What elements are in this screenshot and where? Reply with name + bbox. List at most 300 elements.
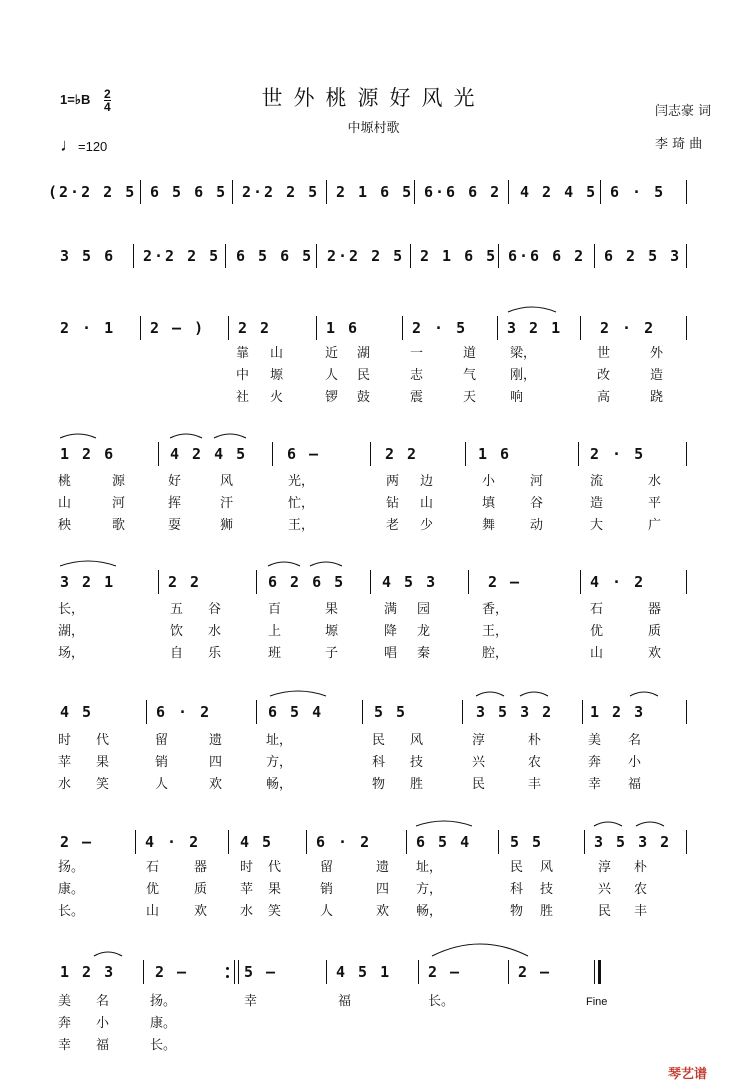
lyric-char: 科 xyxy=(510,882,524,897)
lyric-char: 扬。 xyxy=(150,994,177,1009)
lyric-char: 笑 xyxy=(96,777,110,792)
lyric-char: 志 xyxy=(410,368,424,383)
measure: 1 2 6 xyxy=(60,445,116,463)
lyrics-verse-1 xyxy=(0,731,747,751)
slur xyxy=(476,692,504,696)
lyric-char: 美 xyxy=(588,733,602,748)
lyric-char: 销 xyxy=(320,882,334,897)
measure: 1 6 xyxy=(478,445,512,463)
lyric-char: 降 xyxy=(384,624,398,639)
measure: 3 2 1 xyxy=(60,573,116,591)
lyric-char: 石 xyxy=(146,860,160,875)
measure: 6 2 6 5 xyxy=(268,573,346,591)
slur xyxy=(636,822,664,826)
measure: 4 2 4 5 xyxy=(170,445,248,463)
repeat-sign xyxy=(226,960,235,984)
measure: 6 · 2 xyxy=(156,703,212,721)
barline xyxy=(228,830,229,854)
lyric-char: 留 xyxy=(320,860,334,875)
lyric-char: 王， xyxy=(288,518,315,533)
lyric-char: 畅， xyxy=(266,777,293,792)
final-barline xyxy=(594,960,601,984)
lyric-char: 刚， xyxy=(510,368,537,383)
measure: 4 5 1 xyxy=(336,963,392,981)
measure: 2 2 xyxy=(238,319,272,337)
measure: (2·2 2 5 xyxy=(48,183,137,201)
measure: 5 5 xyxy=(510,833,544,851)
lyrics-verse-1 xyxy=(0,992,747,1012)
barline xyxy=(362,700,363,724)
barline xyxy=(326,180,327,204)
lyric-char: 方， xyxy=(416,882,443,897)
lyric-char: 物 xyxy=(510,904,524,919)
lyric-char: 歌 xyxy=(112,518,126,533)
measure: 6·6 6 2 xyxy=(424,183,502,201)
lyric-char: 子 xyxy=(325,646,339,661)
lyric-char: 唱 xyxy=(384,646,398,661)
slur xyxy=(520,692,548,696)
lyric-char: 果 xyxy=(325,602,339,617)
lyric-char: 长， xyxy=(58,602,85,617)
lyric-char: 民 xyxy=(357,368,371,383)
barline xyxy=(686,244,687,268)
lyric-char: 遗 xyxy=(209,733,223,748)
fine-marking: Fine xyxy=(586,996,608,1008)
lyric-char: 少 xyxy=(420,518,434,533)
barline xyxy=(498,244,499,268)
lyric-char: 山 xyxy=(270,346,284,361)
lyric-char: 谷 xyxy=(530,496,544,511)
lyric-char: 风 xyxy=(540,860,554,875)
measure: 6 5 6 5 xyxy=(150,183,228,201)
lyric-char: 忙， xyxy=(288,496,315,511)
lyric-char: 农 xyxy=(528,755,542,770)
barline xyxy=(158,442,159,466)
lyric-char: 留 xyxy=(155,733,169,748)
barline xyxy=(594,244,595,268)
lyric-char: 桃 xyxy=(58,474,72,489)
lyric-char: 百 xyxy=(268,602,282,617)
lyric-char: 长。 xyxy=(428,994,455,1009)
barline xyxy=(465,442,466,466)
lyric-char: 长。 xyxy=(150,1038,177,1053)
lyric-char: 中 xyxy=(236,368,250,383)
lyric-char: 幸 xyxy=(244,994,258,1009)
lyric-char: 民 xyxy=(510,860,524,875)
lyric-char: 山 xyxy=(420,496,434,511)
lyric-char: 人 xyxy=(155,777,169,792)
barline xyxy=(686,180,687,204)
lyric-char: 奔 xyxy=(588,755,602,770)
barline xyxy=(228,316,229,340)
lyric-char: 胜 xyxy=(540,904,554,919)
measure: 4 2 4 5 xyxy=(520,183,598,201)
lyric-char: 河 xyxy=(112,496,126,511)
lyric-char: 班 xyxy=(268,646,282,661)
lyric-char: 址， xyxy=(266,733,293,748)
barline xyxy=(140,180,141,204)
lyric-char: 名 xyxy=(628,733,642,748)
measure: 6 · 5 xyxy=(610,183,666,201)
lyric-char: 淳 xyxy=(472,733,486,748)
barline xyxy=(272,442,273,466)
barline xyxy=(508,180,509,204)
lyric-char: 福 xyxy=(338,994,352,1009)
lyric-char: 边 xyxy=(420,474,434,489)
measure: 5 5 xyxy=(374,703,408,721)
lyric-char: 造 xyxy=(590,496,604,511)
measure: 6 5 4 xyxy=(268,703,324,721)
lyric-char: 靠 xyxy=(236,346,250,361)
lyric-char: 水 xyxy=(648,474,662,489)
measure: 3 5 6 xyxy=(60,247,116,265)
lyrics-verse-1 xyxy=(0,600,747,620)
lyric-char: 代 xyxy=(96,733,110,748)
lyric-char: 一 xyxy=(410,346,424,361)
lyric-char: 狮 xyxy=(220,518,234,533)
lyric-char: 风 xyxy=(410,733,424,748)
lyric-char: 科 xyxy=(372,755,386,770)
barline xyxy=(414,180,415,204)
measure: 4 · 2 xyxy=(145,833,201,851)
lyric-char: 美 xyxy=(58,994,72,1009)
slur xyxy=(508,307,556,312)
lyric-char: 扬。 xyxy=(58,860,85,875)
lyrics-verse-2 xyxy=(0,880,747,900)
measure: 2 · 5 xyxy=(412,319,468,337)
barline xyxy=(326,960,327,984)
slur xyxy=(432,944,528,956)
lyric-char: 自 xyxy=(170,646,184,661)
barline xyxy=(256,700,257,724)
barline xyxy=(580,316,581,340)
measure: 1 2 3 xyxy=(590,703,646,721)
lyric-char: 石 xyxy=(590,602,604,617)
lyric-char: 销 xyxy=(155,755,169,770)
lyric-char: 技 xyxy=(410,755,424,770)
lyrics-verse-3 xyxy=(0,388,747,408)
barline xyxy=(468,570,469,594)
barline xyxy=(232,180,233,204)
music-line-3 xyxy=(0,314,747,342)
lyric-char: 时 xyxy=(240,860,254,875)
lyric-char: 农 xyxy=(634,882,648,897)
lyric-char: 欢 xyxy=(648,646,662,661)
barline xyxy=(146,700,147,724)
lyric-char: 小 xyxy=(96,1016,110,1031)
lyric-char: 兴 xyxy=(598,882,612,897)
lyric-char: 动 xyxy=(530,518,544,533)
lyric-char: 两 xyxy=(386,474,400,489)
lyric-char: 山 xyxy=(590,646,604,661)
barline xyxy=(580,570,581,594)
lyric-char: 火 xyxy=(270,390,284,405)
barline xyxy=(402,316,403,340)
measure: 2 – xyxy=(60,833,94,851)
barline xyxy=(584,830,585,854)
lyric-char: 水 xyxy=(240,904,254,919)
barline xyxy=(238,960,239,984)
barline xyxy=(256,570,257,594)
lyric-char: 高 xyxy=(597,390,611,405)
time-signature-top: 2 xyxy=(104,87,111,101)
measure: 2 · 2 xyxy=(600,319,656,337)
lyric-char: 名 xyxy=(96,994,110,1009)
lyric-char: 场， xyxy=(58,646,85,661)
lyrics-verse-3 xyxy=(0,775,747,795)
measure: 2 1 6 5 xyxy=(420,247,498,265)
lyric-char: 锣 xyxy=(325,390,339,405)
lyric-char: 世 xyxy=(597,346,611,361)
lyric-char: 质 xyxy=(194,882,208,897)
music-line-5 xyxy=(0,568,747,596)
lyrics-verse-3 xyxy=(0,516,747,536)
measure: 5 – xyxy=(244,963,278,981)
lyric-char: 梁， xyxy=(510,346,537,361)
lyric-char: 饮 xyxy=(170,624,184,639)
lyric-char: 填 xyxy=(482,496,496,511)
slur xyxy=(310,562,342,566)
lyric-char: 四 xyxy=(209,755,223,770)
measure: 2 2 xyxy=(168,573,202,591)
measure: 2 – xyxy=(155,963,189,981)
lyric-char: 福 xyxy=(96,1038,110,1053)
measure: 6 5 6 5 xyxy=(236,247,314,265)
measure: 4 5 xyxy=(60,703,94,721)
barline xyxy=(578,442,579,466)
lyric-char: 湖 xyxy=(357,346,371,361)
lyric-char: 胜 xyxy=(410,777,424,792)
lyrics-verse-3 xyxy=(0,902,747,922)
measure: 3 5 3 2 xyxy=(594,833,672,851)
lyric-char: 道 xyxy=(463,346,477,361)
lyrics-verse-3 xyxy=(0,1036,747,1056)
lyric-char: 流 xyxy=(590,474,604,489)
lyrics-verse-1 xyxy=(0,472,747,492)
lyric-char: 秦 xyxy=(417,646,431,661)
measure: 6 2 5 3 xyxy=(604,247,682,265)
lyric-char: 广 xyxy=(648,518,662,533)
lyric-char: 响 xyxy=(510,390,524,405)
lyric-char: 幸 xyxy=(588,777,602,792)
barline xyxy=(686,316,687,340)
barline xyxy=(225,244,226,268)
lyric-char: 近 xyxy=(325,346,339,361)
slur xyxy=(60,561,116,566)
measure: 2 · 1 xyxy=(60,319,116,337)
barline xyxy=(158,570,159,594)
quarter-note-icon: ♩ xyxy=(60,135,78,155)
lyric-char: 乐 xyxy=(208,646,222,661)
lyric-char: 光， xyxy=(288,474,315,489)
lyric-char: 香， xyxy=(482,602,509,617)
measure: 2 – xyxy=(518,963,552,981)
site-logo: 琴艺谱 xyxy=(668,1067,708,1082)
barline xyxy=(508,960,509,984)
measure: 2 – xyxy=(428,963,462,981)
song-title: 世外桃源好风光 xyxy=(261,86,486,110)
lyric-char: 改 xyxy=(597,368,611,383)
measure: 4 5 3 xyxy=(382,573,438,591)
lyric-char: 源 xyxy=(112,474,126,489)
lyric-char: 优 xyxy=(146,882,160,897)
measure: 6 5 4 xyxy=(416,833,472,851)
measure: 2·2 2 5 xyxy=(242,183,320,201)
barline xyxy=(406,830,407,854)
measure: 6·6 6 2 xyxy=(508,247,586,265)
lyric-char: 跷 xyxy=(650,390,664,405)
music-line-7 xyxy=(0,828,747,856)
barline xyxy=(370,570,371,594)
lyric-char: 挥 xyxy=(168,496,182,511)
lyric-char: 人 xyxy=(325,368,339,383)
lyrics-verse-2 xyxy=(0,753,747,773)
music-line-4 xyxy=(0,440,747,468)
barline xyxy=(316,244,317,268)
measure: 2·2 2 5 xyxy=(327,247,405,265)
lyric-char: 果 xyxy=(268,882,282,897)
music-line-2 xyxy=(0,242,747,270)
slur xyxy=(94,952,122,956)
lyric-char: 幸 xyxy=(58,1038,72,1053)
lyric-char: 笑 xyxy=(268,904,282,919)
lyric-char: 气 xyxy=(463,368,477,383)
measure: 1 6 xyxy=(326,319,360,337)
lyrics-verse-2 xyxy=(0,1014,747,1034)
lyric-char: 优 xyxy=(590,624,604,639)
lyric-char: 湖， xyxy=(58,624,85,639)
measure: 6 · 2 xyxy=(316,833,372,851)
music-line-6 xyxy=(0,698,747,726)
slur xyxy=(416,821,472,826)
lyric-char: 秧 xyxy=(58,518,72,533)
lyric-char: 造 xyxy=(650,368,664,383)
lyrics-verse-1 xyxy=(0,344,747,364)
lyric-char: 朴 xyxy=(634,860,648,875)
measure: 1 2 3 xyxy=(60,963,116,981)
lyric-char: 园 xyxy=(417,602,431,617)
lyric-char: 址， xyxy=(416,860,443,875)
barline xyxy=(133,244,134,268)
measure: 2 · 5 xyxy=(590,445,646,463)
slur xyxy=(268,562,300,566)
lyric-char: 丰 xyxy=(528,777,542,792)
slur xyxy=(214,434,246,438)
lyric-char: 淳 xyxy=(598,860,612,875)
measure: 3 2 1 xyxy=(507,319,563,337)
lyric-char: 时 xyxy=(58,733,72,748)
lyric-char: 大 xyxy=(590,518,604,533)
lyric-char: 水 xyxy=(208,624,222,639)
lyric-char: 物 xyxy=(372,777,386,792)
lyric-char: 民 xyxy=(472,777,486,792)
lyric-char: 龙 xyxy=(417,624,431,639)
lyric-char: 好 xyxy=(168,474,182,489)
lyric-char: 苹 xyxy=(58,755,72,770)
lyric-char: 技 xyxy=(540,882,554,897)
lyric-char: 舞 xyxy=(482,518,496,533)
barline xyxy=(418,960,419,984)
lyrics-verse-2 xyxy=(0,622,747,642)
lyric-char: 五 xyxy=(170,602,184,617)
lyric-char: 器 xyxy=(194,860,208,875)
lyric-char: 果 xyxy=(96,755,110,770)
composer: 李 琦 曲 xyxy=(655,137,703,152)
barline xyxy=(582,700,583,724)
lyric-char: 天 xyxy=(463,390,477,405)
time-signature-bottom: 4 xyxy=(104,100,111,114)
lyric-char: 平 xyxy=(648,496,662,511)
lyric-char: 河 xyxy=(530,474,544,489)
lyric-char: 器 xyxy=(648,602,662,617)
lyric-char: 风 xyxy=(220,474,234,489)
music-line-1 xyxy=(0,178,747,206)
lyric-char: 鼓 xyxy=(357,390,371,405)
measure: 3 5 3 2 xyxy=(476,703,554,721)
barline xyxy=(686,700,687,724)
lyric-char: 欢 xyxy=(194,904,208,919)
measure: 2 – ) xyxy=(150,319,206,337)
barline xyxy=(140,316,141,340)
measure: 2 1 6 5 xyxy=(336,183,414,201)
lyric-char: 福 xyxy=(628,777,642,792)
measure: 2 2 xyxy=(385,445,419,463)
lyric-char: 山 xyxy=(58,496,72,511)
lyric-char: 畅， xyxy=(416,904,443,919)
slur xyxy=(270,691,326,696)
barline xyxy=(600,180,601,204)
lyric-char: 朴 xyxy=(528,733,542,748)
lyric-char: 丰 xyxy=(634,904,648,919)
lyric-char: 水 xyxy=(58,777,72,792)
song-subtitle: 中塬村歌 xyxy=(347,121,400,136)
lyric-char: 兴 xyxy=(472,755,486,770)
slur xyxy=(630,692,658,696)
barline xyxy=(316,316,317,340)
measure: 4 5 xyxy=(240,833,274,851)
lyric-char: 钻 xyxy=(386,496,400,511)
lyric-char: 康。 xyxy=(150,1016,177,1031)
lyric-char: 塬 xyxy=(270,368,284,383)
measure: 2·2 2 5 xyxy=(143,247,221,265)
lyric-char: 外 xyxy=(650,346,664,361)
lyric-char: 方， xyxy=(266,755,293,770)
lyric-char: 王， xyxy=(482,624,509,639)
lyrics-verse-2 xyxy=(0,366,747,386)
lyric-char: 老 xyxy=(386,518,400,533)
lyric-char: 民 xyxy=(598,904,612,919)
lyric-char: 上 xyxy=(268,624,282,639)
lyric-char: 汗 xyxy=(220,496,234,511)
music-line-8 xyxy=(0,958,747,986)
barline xyxy=(686,570,687,594)
barline xyxy=(410,244,411,268)
lyric-char: 满 xyxy=(384,602,398,617)
lyrics-verse-2 xyxy=(0,494,747,514)
time-signature xyxy=(104,88,111,113)
barline xyxy=(135,830,136,854)
tempo-value: =120 xyxy=(78,139,108,154)
lyric-char: 质 xyxy=(648,624,662,639)
barline xyxy=(686,442,687,466)
measure: 4 · 2 xyxy=(590,573,646,591)
lyric-char: 震 xyxy=(410,390,424,405)
slur xyxy=(170,434,202,438)
lyrics-verse-1 xyxy=(0,858,747,878)
lyrics-verse-3 xyxy=(0,644,747,664)
lyric-char: 塬 xyxy=(325,624,339,639)
lyric-char: 山 xyxy=(146,904,160,919)
